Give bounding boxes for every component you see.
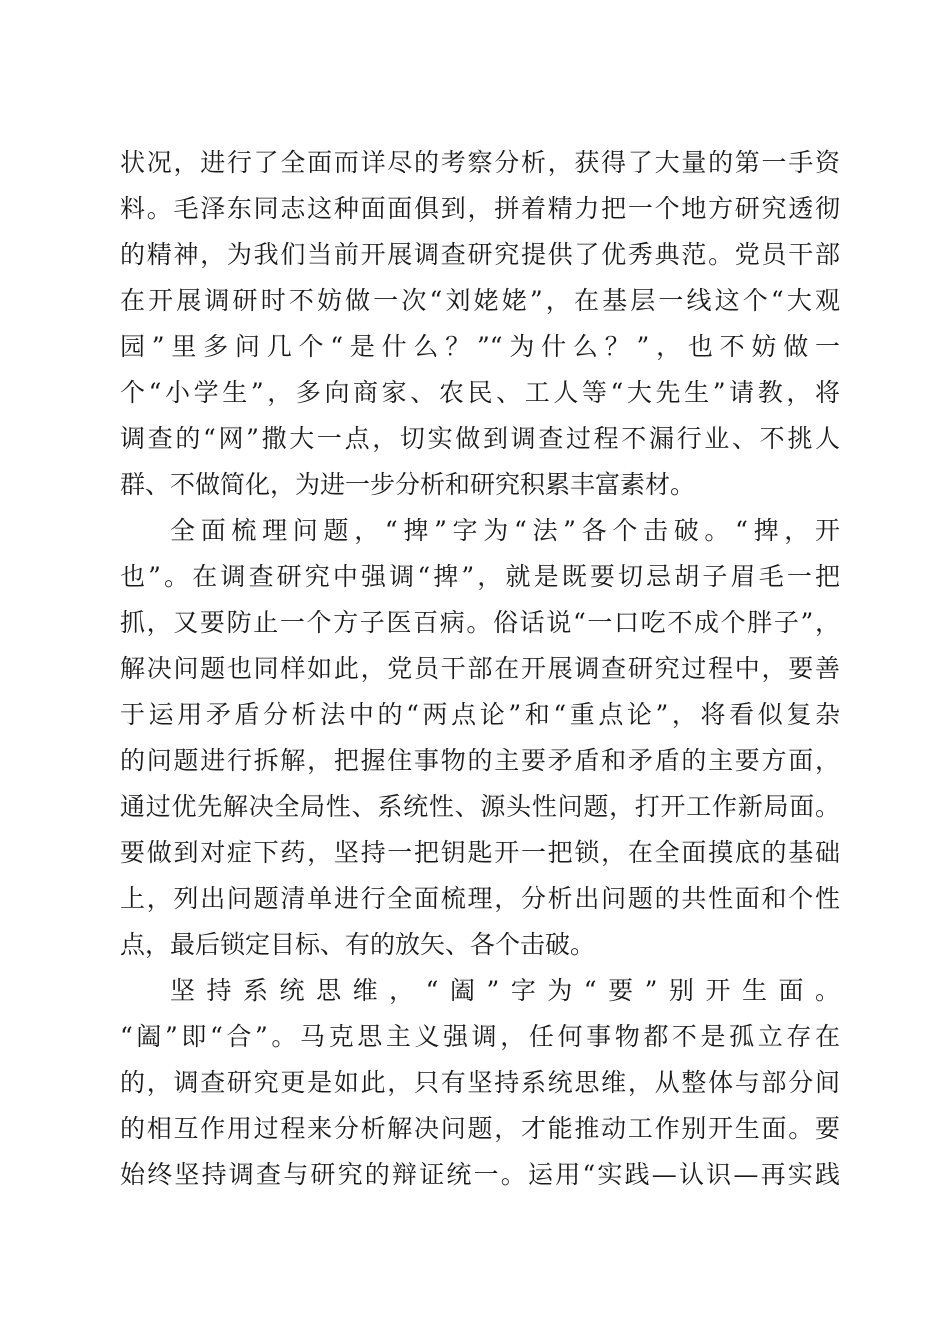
text-line: 抓，又要防止一个方子医百病。俗话说“一口吃不成个胖子”， <box>120 608 840 637</box>
text-line: 始终坚持调查与研究的辩证统一。运用“实践—认识—再实践 <box>120 1160 840 1189</box>
text-line: 状况，进行了全面而详尽的考察分析，获得了大量的第一手资 <box>120 148 840 177</box>
text-line: 于运用矛盾分析法中的“两点论”和“重点论”，将看似复杂 <box>120 700 840 729</box>
text-line: 调查的“网”撒大一点，切实做到调查过程不漏行业、不挑人 <box>120 424 840 453</box>
paragraph-start-line: 全面梳理问题，“捭”字为“法”各个击破。“捭，开 <box>170 516 840 545</box>
text-line: “阖”即“合”。马克思主义强调，任何事物都不是孤立存在 <box>120 1022 840 1051</box>
text-line: 的，调查研究更是如此，只有坚持系统思维，从整体与部分间 <box>120 1068 840 1097</box>
text-line: 解决问题也同样如此，党员干部在开展调查研究过程中，要善 <box>120 654 840 683</box>
text-line: 个“小学生”，多向商家、农民、工人等“大先生”请教，将 <box>120 378 840 407</box>
text-line: 通过优先解决全局性、系统性、源头性问题，打开工作新局面。 <box>120 792 840 821</box>
text-line: 要做到对症下药，坚持一把钥匙开一把锁，在全面摸底的基础 <box>120 838 840 867</box>
paragraph-start-line: 坚持系统思维，“阖”字为“要”别开生面。 <box>170 976 840 1005</box>
text-line: 群、不做简化，为进一步分析和研究积累丰富素材。 <box>120 470 696 499</box>
text-line: 的问题进行拆解，把握住事物的主要矛盾和矛盾的主要方面， <box>120 746 840 775</box>
text-line: 上，列出问题清单进行全面梳理，分析出问题的共性面和个性 <box>120 884 840 913</box>
text-line: 园”里多问几个“是什么？”“为什么？”，也不妨做一 <box>120 332 840 361</box>
text-line: 也”。在调查研究中强调“捭”，就是既要切忌胡子眉毛一把 <box>120 562 840 591</box>
text-line: 在开展调研时不妨做一次“刘姥姥”，在基层一线这个“大观 <box>120 286 840 315</box>
text-line: 的相互作用过程来分析解决问题，才能推动工作别开生面。要 <box>120 1114 840 1143</box>
text-line: 的精神，为我们当前开展调查研究提供了优秀典范。党员干部 <box>120 240 840 269</box>
body-text <box>120 140 840 1198</box>
text-line: 点，最后锁定目标、有的放矢、各个击破。 <box>120 930 596 959</box>
text-line: 料。毛泽东同志这种面面俱到，拼着精力把一个地方研究透彻 <box>120 194 840 223</box>
